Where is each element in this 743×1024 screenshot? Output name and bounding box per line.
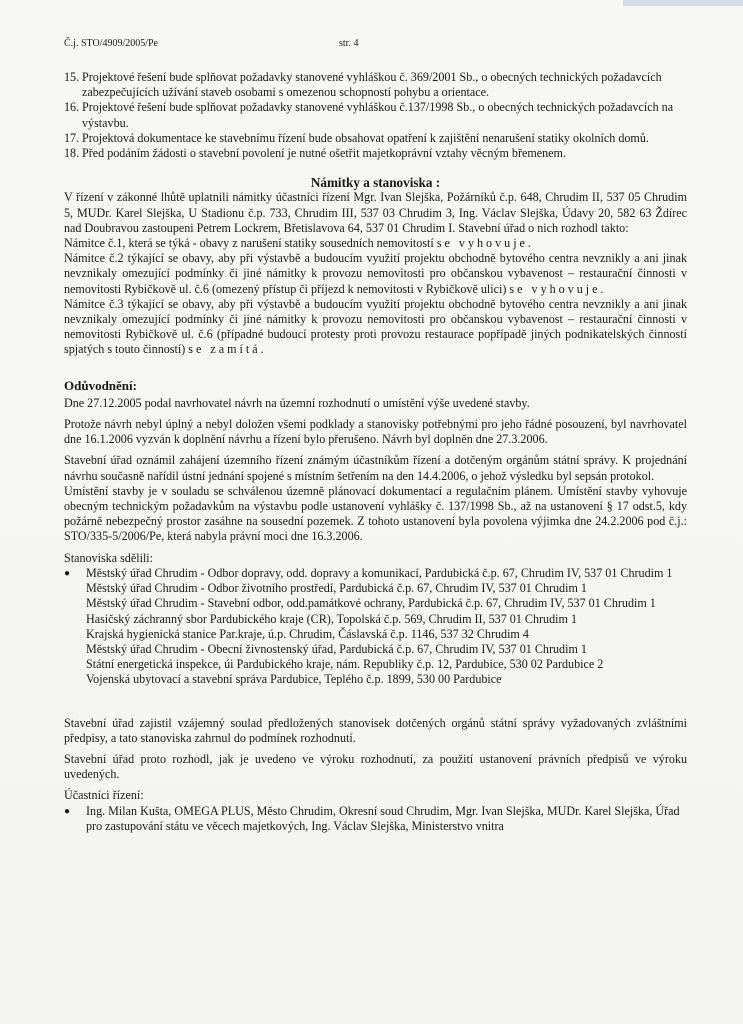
- list-item: Městský úřad Chrudim - Obecní živnostenský úřad, Pardubická č.p. 67, Chrudim IV, 537 01 Chrudim 1: [86, 641, 587, 656]
- participants-label: Účastníci řízení:: [64, 788, 144, 803]
- reasoning-paragraph-3: Stavební úřad oznámil zahájení územního řízení známým účastníkům řízení a dotčeným orgánům státní správy. K projednání návrhu současně nařídil ústní jednání spojené s místním šetřením na den 14.4.2006, o jehož výsledku byl sepsán protokol.: [64, 453, 687, 483]
- bullet-icon: ●: [64, 567, 71, 579]
- objection-2-text: Námitce č.2 týkající se obavy, aby při výstavbě a budoucím využití projektu obchodně bytového centra nevznikly a ani jinak nevznikaly omezující podmínky či jiné námitky k provozu nemovitosti pro občanskou vybavenost – restaurační činnosti v nemovitosti Rybičkově ul. č.6 (omezený přístup či příjezd k nemovitosti v Rybičkově ulici): [64, 251, 687, 296]
- list-item: Vojenská ubytovací a stavební správa Pardubice, Teplého č.p. 1899, 530 00 Pardubice: [86, 672, 502, 687]
- objection-1-text: Námitce č.1, která se týká - obavy z narušení statiky sousedních nemovitostí: [64, 236, 434, 251]
- list-item: Krajská hygienická stanice Par.kraje, ú.p. Chrudim, Čáslavská č.p. 1146, 537 32 Chrudim 4: [86, 626, 529, 641]
- objection-2-verdict: se vyhovuje.: [509, 281, 607, 296]
- item-number: 17.: [64, 130, 80, 145]
- reasoning-paragraph-1: Dne 27.12.2005 podal navrhovatel návrh na územní rozhodnutí o umístění výše uvedené stavby.: [64, 395, 530, 410]
- objections-heading: Námitky a stanoviska :: [310, 175, 441, 191]
- reasoning-paragraph-5: Stavební úřad zajistil vzájemný soulad předložených stanovisek dotčených orgánů státní správy vyžadovaných zvláštními předpisy, a tato stanoviska zahrnul do podmínek rozhodnutí.: [64, 715, 687, 745]
- list-item: Státní energetická inspekce, úi Pardubického kraje, nám. Republiky č.p. 12, Pardubice, 530 02 Pardubice 2: [86, 657, 604, 672]
- list-item: [64, 100, 687, 130]
- reference-number: Č.j. STO/4909/2005/Pe: [64, 38, 158, 49]
- reasoning-paragraph-4: Umístění stavby je v souladu se schválenou územně plánovací dokumentací a regulačním plánem. Umístění stavby vyhovuje obecným technickým požadavkům na výstavbu podle ustanovení vyhlášky č. 137/1998 Sb., až na ustanovení § 17 odst.5, kdy požárně nebezpečný prostor zasáhne na sousední pozemek. Z tohoto ustanovení byla povolena výjimka dne 24.2.2006 pod č.j.: STO/335-5/2006/Pe, která nabyla právní moci dne 16.3.2006.: [64, 483, 687, 544]
- objection-3: [64, 297, 687, 358]
- item-number: 15.: [64, 70, 80, 84]
- list-item: Městský úřad Chrudim - Stavební odbor, odd.památkové ochrany, Pardubická č.p. 67, Chrudim IV, 537 01 Chrudim 1: [86, 596, 656, 611]
- page-header: [64, 38, 687, 50]
- item-number: 18.: [64, 146, 80, 161]
- list-item: [64, 146, 687, 161]
- item-text: Projektové řešení bude splňovat požadavky stanovené vyhláškou č. 369/2001 Sb., o obecných technických požadavcích zabezpečujících užívání staveb osobami s omezenou schopností pohybu a orientace.: [82, 70, 662, 100]
- item-number: 16.: [64, 100, 80, 115]
- objection-3-text: Námitce č.3 týkající se obavy, aby při výstavbě a budoucím využití projektu obchodně bytového centra nevznikly a ani jinak nevznikaly omezující podmínky či jiné námitky k provozu nemovitosti pro občanskou vybavenost – restaurační činnosti v nemovitosti Rybičkově ul. č.6 (případné budoucí protesty proti provozu restaurace popřípadě jiných podnikatelských činností spjatých s touto činností): [64, 296, 687, 357]
- participants-text: Ing. Milan Kušta, OMEGA PLUS, Město Chrudim, Okresní soud Chrudim, Mgr. Ivan Slejška, MUDr. Karel Slejška, Úřad pro zastupování státu ve věcech majetkových, Ing. Václav Slejška, Ministerstvo vnitra: [86, 803, 680, 833]
- requirements-list: [64, 70, 687, 161]
- item-text: Projektové řešení bude splňovat požadavky stanovené vyhláškou č.137/1998 Sb., o obecných technických požadavcích na výstavbu.: [82, 100, 674, 130]
- page-number: str. 4: [339, 38, 359, 49]
- reasoning-paragraph-6: Stavební úřad proto rozhodl, jak je uvedeno ve výroku rozhodnutí, za použití ustanovení právních předpisů ve výroku uvedených.: [64, 751, 687, 782]
- item-text: Před podáním žádosti o stavební povolení je nutné ošetřit majetkoprávní vztahy věcným břemenem.: [82, 146, 566, 161]
- opinions-label: Stanoviska sdělili:: [64, 550, 154, 565]
- opinions-list: [64, 566, 687, 581]
- objection-2: [64, 251, 687, 297]
- list-item: [64, 131, 687, 146]
- reasoning-heading: Odůvodnění:: [64, 377, 137, 393]
- scan-edge-band: [623, 0, 743, 6]
- bullet-icon: ●: [64, 805, 71, 817]
- objection-3-verdict: se zamítá.: [188, 342, 267, 357]
- list-item: Městský úřad Chrudim - Odbor životního prostředí, Pardubická č.p. 67, Chrudim IV, 537 01 Chrudim 1: [86, 581, 587, 596]
- opinion-text: Městský úřad Chrudim - Odbor dopravy, odd. dopravy a komunikací, Pardubická č.p. 67, Chrudim IV, 537 01 Chrudim 1: [86, 565, 673, 580]
- list-item: [64, 70, 687, 100]
- reasoning-paragraph-2: Protože návrh nebyl úplný a nebyl doložen všemi podklady a stanovisky potřebnými pro jeho řádné posouzení, byl navrhovatel dne 16.1.2006 vyzván k doplnění návrhu a řízení bylo přerušeno. Návrh byl doplněn dne 27.3.2006.: [64, 417, 687, 447]
- opinions-continued-list: [64, 581, 687, 687]
- objections-intro: V řízení v zákonné lhůtě uplatnili námitky účastníci řízení Mgr. Ivan Slejška, Požárníků č.p. 648, Chrudim II, 537 05 Chrudim 5, MUDr. Karel Slejška, U Stadionu č.p. 733, Chrudim III, 537 03 Chrudim 3, Ing. Václav Slejška, Údavy 20, 582 63 Ždírec nad Doubravou zastoupeni Petrem Lockrem, Břetislavova 64, 537 01 Chrudim I. Stavební úřad o nich rozhodl takto:: [64, 190, 687, 235]
- list-item: Hasičský záchranný sbor Pardubického kraje (CR), Topolská č.p. 569, Chrudim II, 537 01 Chrudim 1: [86, 611, 577, 626]
- item-text: Projektová dokumentace ke stavebnímu řízení bude obsahovat opatření k zajištění nenarušení statiky okolních domů.: [82, 130, 649, 145]
- list-item: [64, 566, 687, 581]
- objection-1: [64, 236, 687, 251]
- participants-list: [64, 804, 687, 834]
- objection-1-verdict: se vyhovuje.: [436, 236, 534, 251]
- list-item: [64, 804, 687, 834]
